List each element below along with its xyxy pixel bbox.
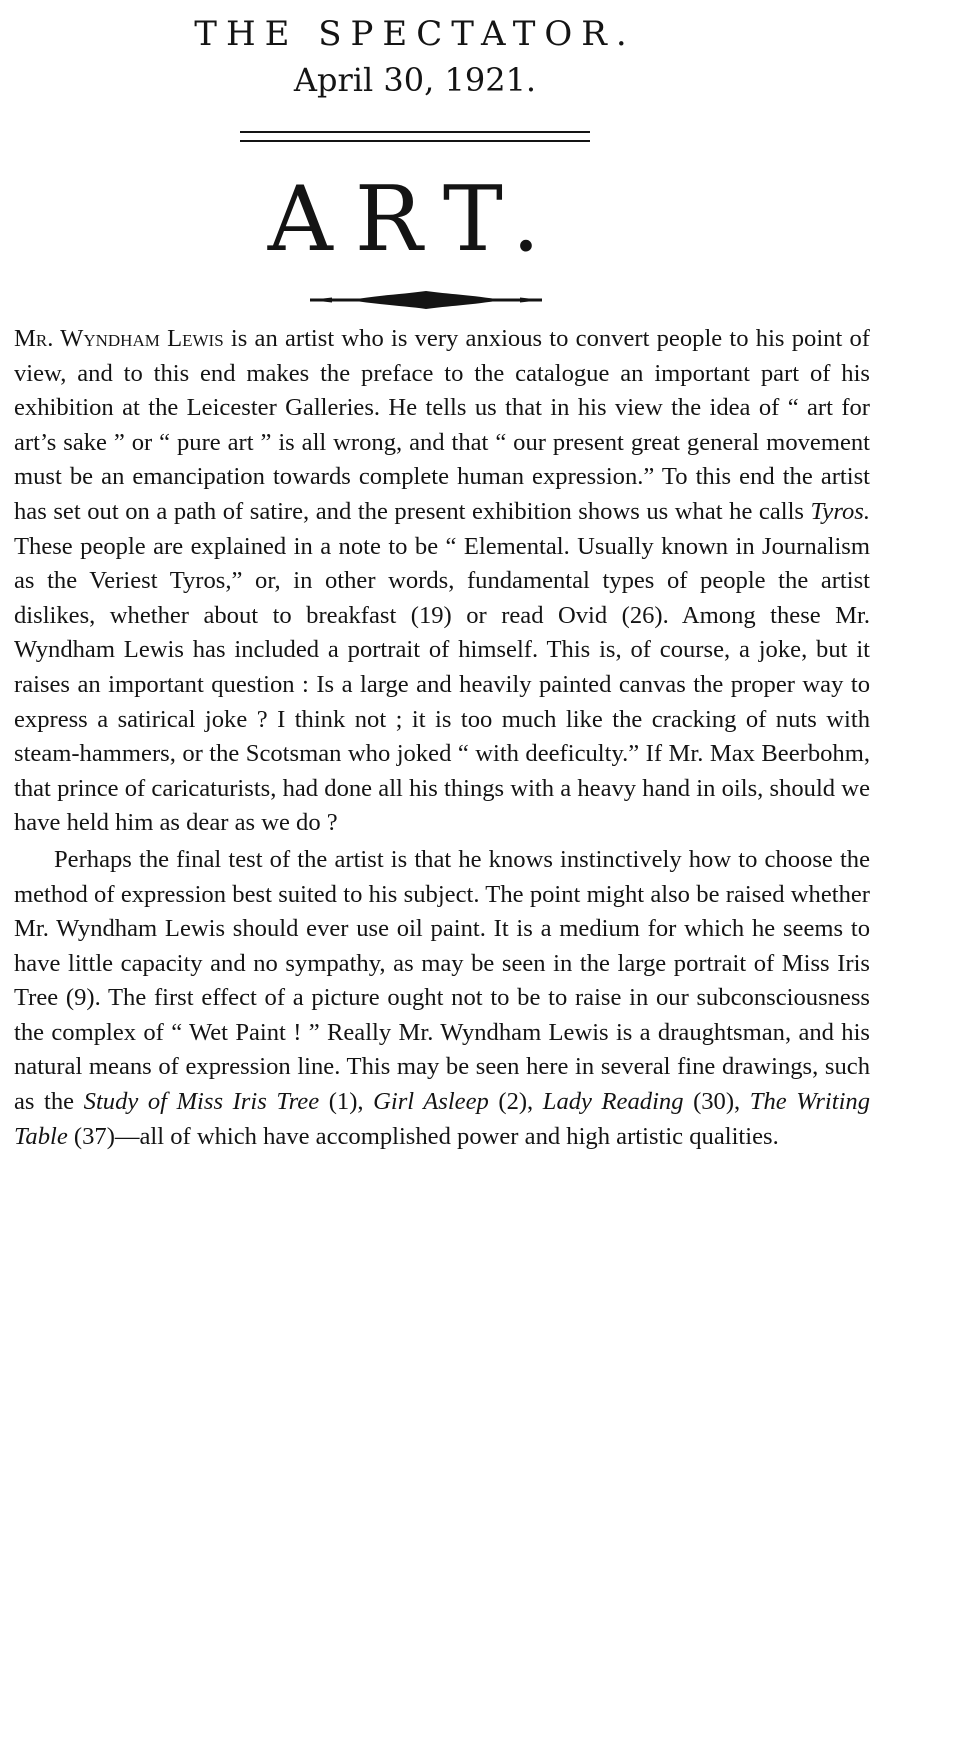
lead-name: Mr. Wyndham Lewis <box>14 325 224 352</box>
divider-rule-bottom <box>240 140 590 142</box>
masthead <box>0 14 830 100</box>
italic-title: Tyros. <box>810 497 870 525</box>
divider-rule-top <box>240 131 590 133</box>
paragraph-text: (30), <box>683 1088 750 1116</box>
article-paragraph-2 <box>14 843 870 1154</box>
italic-title: Study of Miss Iris Tree <box>83 1088 320 1116</box>
ornamental-rule-icon <box>310 288 542 312</box>
article-paragraph-1 <box>14 322 870 841</box>
paragraph-text: (1), <box>319 1088 374 1116</box>
italic-title: The Writing Table <box>14 1088 871 1150</box>
article-body <box>14 322 870 1154</box>
paragraph-text: (2), <box>488 1088 543 1116</box>
paragraph-text: Perhaps the final test of the artist is that he knows instinctively how to choose the method of expression best suited to his subject. The point might also be raised whether Mr. Wyndham Lewis should ever use oil paint. It is a medium for which he seems to have little capacity and no sympathy, as may be seen in the large portrait of Miss Iris Tree (9). The first effect of a picture ought not to be to raise in our subconsciousness the complex of “ Wet Paint ! ” Really Mr. Wyndham Lewis is a draughtsman, and his natural means of expression line. This may be seen here in several fine drawings, such as the <box>14 845 870 1116</box>
publication-date: April 30, 1921. <box>293 61 537 99</box>
section-title: ART. <box>267 167 563 272</box>
paragraph-text: These people are explained in a note to be “ Elemental. Usually known in Journalism as the Veriest Tyros,” or, in other words, fundamental types of people the artist dislikes, whether about to breakfast (19) or read Ovid (26). Among these Mr. Wyndham Lewis has included a portrait of himself. This is, of course, a joke, but it raises an important question : Is a large and heavily painted canvas the proper way to express a satirical joke ? I think not ; it is too much like the cracking of nuts with steam-hammers, or the Scotsman who joked “ with deeficulty.” If Mr. Max Beerbohm, that prince of caricaturists, had done all his things with a heavy hand in oils, should we have held him as dear as we do ? <box>14 532 870 837</box>
paragraph-text: is an artist who is very anxious to convert people to his point of view, and to this end makes the preface to the catalogue an important part of his exhibition at the Leicester Galleries. He tells us that in his view the idea of “ art for art’s sake ” or “ pure art ” is all wrong, and that “ our present great general movement must be an emancipation towards complete human expression.” To this end the artist has set out on a path of satire, and the present exhibition shows us what he calls <box>14 325 871 525</box>
paragraph-text: (37)—all of which have accomplished power and high artistic qualities. <box>67 1122 779 1150</box>
italic-title: Girl Asleep <box>373 1088 489 1116</box>
publication-title: THE SPECTATOR. <box>194 14 636 54</box>
italic-title: Lady Reading <box>542 1088 684 1116</box>
